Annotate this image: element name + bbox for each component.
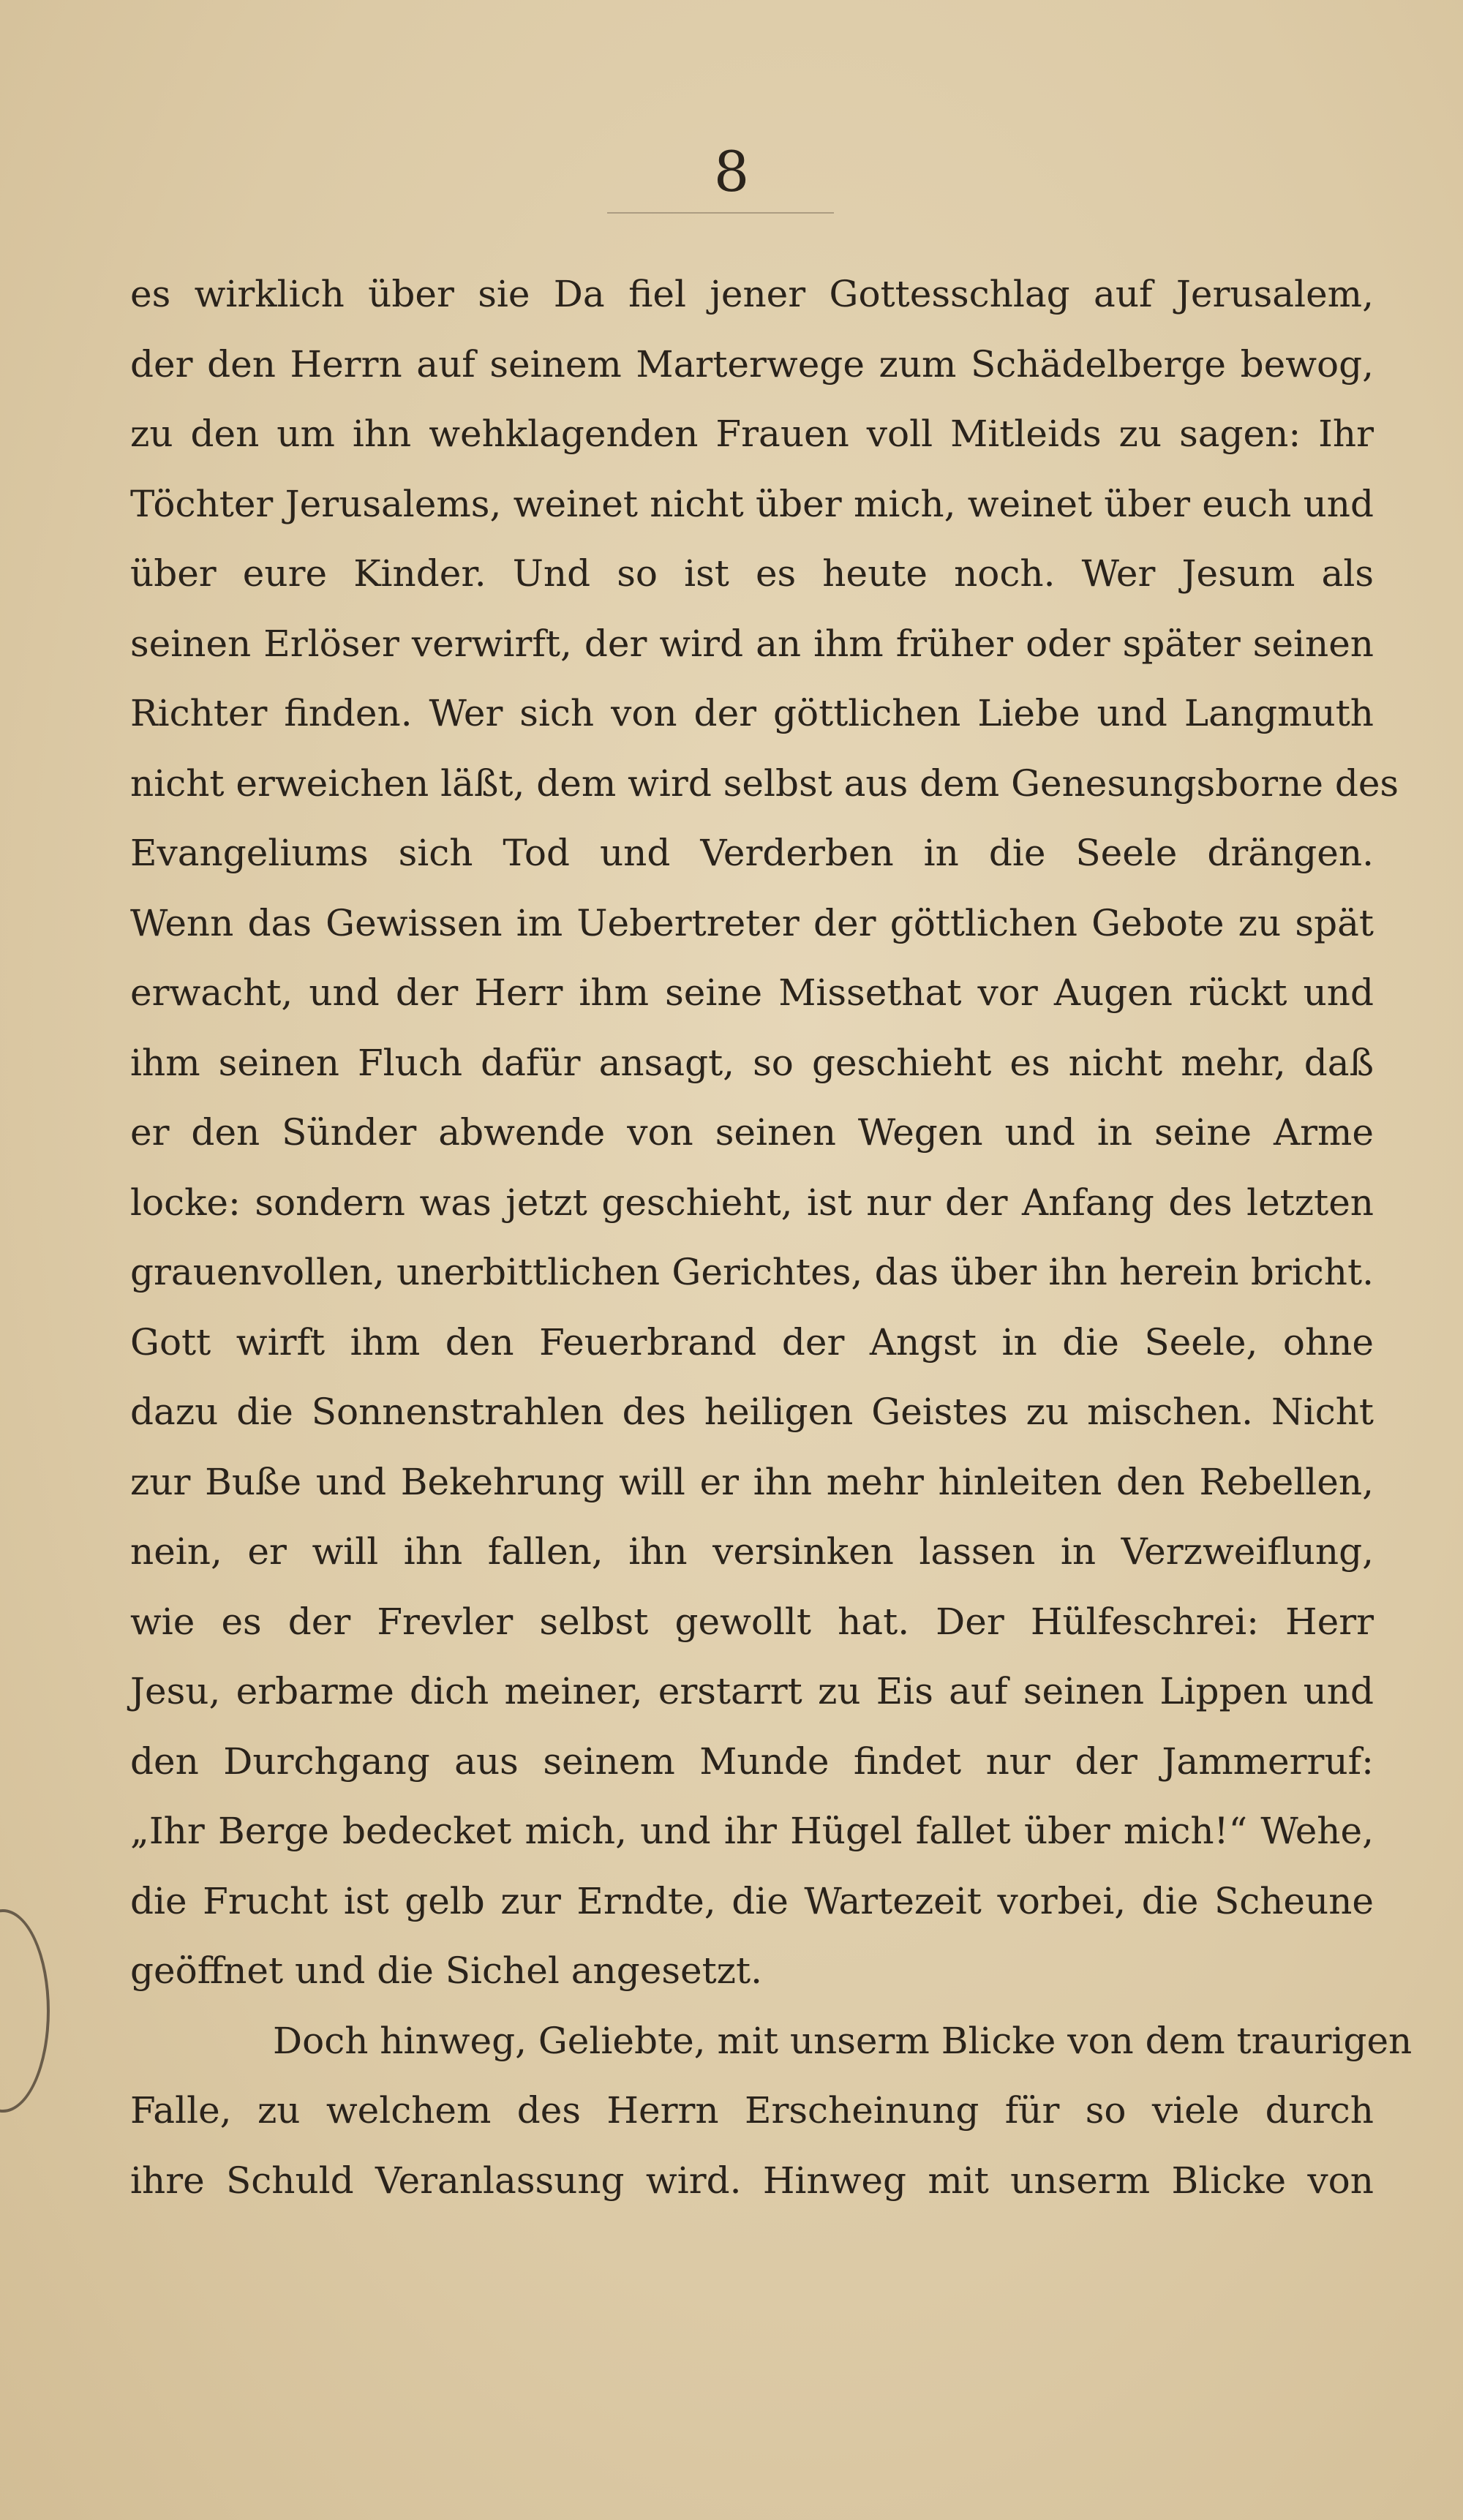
text-line: locke: sondern was jetzt geschieht, ist nur der Anfang des letzten (130, 1181, 1374, 1224)
text-line: ihm seinen Fluch dafür ansagt, so geschieht es nicht mehr, daß (130, 1041, 1374, 1084)
text-line: nein, er will ihn fallen, ihn versinken lassen in Verzweiflung, (130, 1530, 1374, 1573)
text-line: wie es der Frevler selbst gewollt hat. Der Hülfeschrei: Herr (130, 1600, 1374, 1643)
text-line: er den Sünder abwende von seinen Wegen und in seine Arme (130, 1111, 1374, 1154)
text-line: zu den um ihn wehklagenden Frauen voll Mitleids zu sagen: Ihr (130, 413, 1374, 455)
page-number: 8 (713, 139, 750, 204)
text-line: Jesu, erbarme dich meiner, erstarrt zu Eis auf seinen Lippen und (130, 1670, 1374, 1712)
text-line: der den Herrn auf seinem Marterwege zum Schädelberge bewog, (130, 342, 1374, 385)
text-line: den Durchgang aus seinem Munde findet nur der Jammerruf: (130, 1739, 1374, 1783)
text-line: Töchter Jerusalems, weinet nicht über mich, weinet über euch und (130, 482, 1374, 525)
binding-hole-mark (0, 1909, 50, 2113)
text-line: geöffnet und die Sichel angesetzt. (130, 1949, 762, 1992)
text-line: grauenvollen, unerbittlichen Gerichtes, das über ihn herein bricht. (130, 1251, 1374, 1293)
text-line: es wirklich über sie Da fiel jener Gottesschlag auf Jerusalem, (130, 273, 1374, 315)
text-line: über eure Kinder. Und so ist es heute noch. Wer Jesum als (130, 552, 1374, 595)
text-line: nicht erweichen läßt, dem wird selbst aus dem Genesungsborne des (130, 761, 1399, 805)
text-line: Falle, zu welchem des Herrn Erscheinung für so viele durch (130, 2089, 1374, 2132)
text-line: ihre Schuld Veranlassung wird. Hinweg mit unserm Blicke von (130, 2159, 1374, 2202)
text-line: dazu die Sonnenstrahlen des heiligen Geistes zu mischen. Nicht (130, 1391, 1374, 1433)
text-line: Gott wirft ihm den Feuerbrand der Angst in die Seele, ohne (130, 1320, 1374, 1364)
text-line: Evangeliums sich Tod und Verderben in die Seele drängen. (130, 832, 1374, 874)
text-line: die Frucht ist gelb zur Erndte, die Wartezeit vorbei, die Scheune (130, 1879, 1374, 1922)
paragraph-start-line: Doch hinweg, Geliebte, mit unserm Blicke von dem traurigen (273, 2019, 1413, 2062)
text-line: „Ihr Berge bedecket mich, und ihr Hügel fallet über mich!“ Wehe, (130, 1810, 1374, 1852)
text-line: seinen Erlöser verwirft, der wird an ihm früher oder später seinen (130, 622, 1374, 665)
page-number-rule (607, 212, 834, 214)
text-line: Richter finden. Wer sich von der göttlichen Liebe und Langmuth (130, 692, 1374, 734)
text-line: Wenn das Gewissen im Uebertreter der göttlichen Gebote zu spät (130, 901, 1374, 944)
text-line: erwacht, und der Herr ihm seine Missethat vor Augen rückt und (130, 971, 1374, 1014)
body-text (130, 260, 1413, 2216)
text-line: zur Buße und Bekehrung will er ihn mehr hinleiten den Rebellen, (130, 1460, 1374, 1503)
